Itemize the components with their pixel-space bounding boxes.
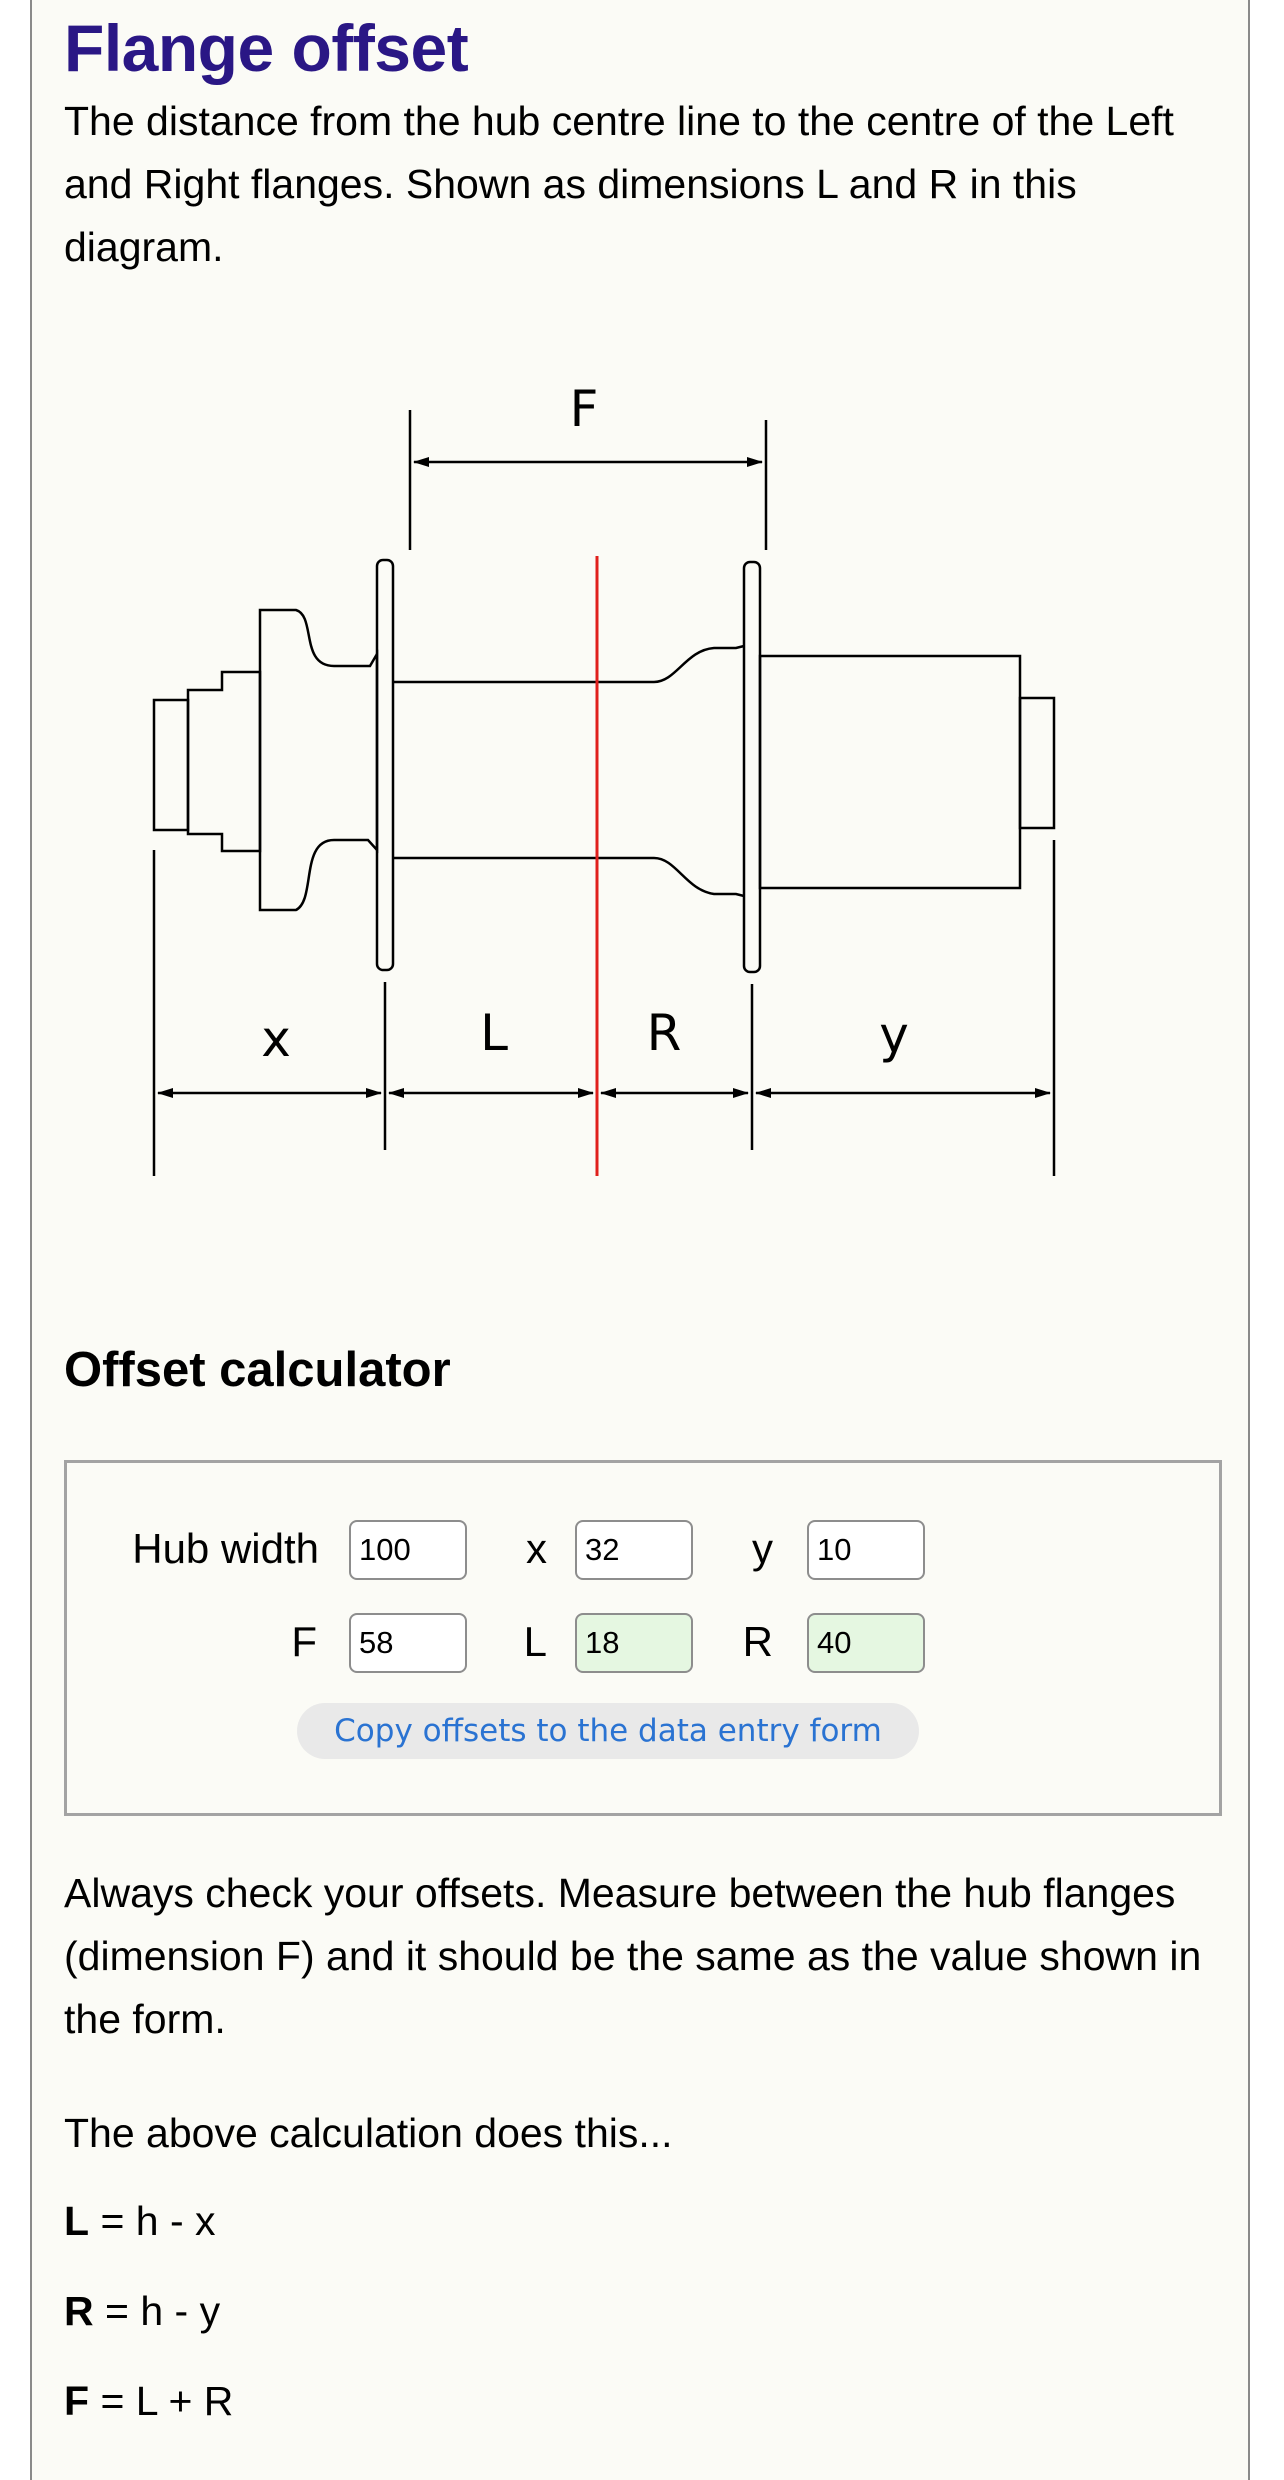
page-title: Flange offset	[64, 11, 469, 85]
formula-r-expression: = h - y	[93, 2288, 221, 2334]
lower-extension-lines	[154, 840, 1054, 1176]
left-shoulder	[260, 610, 377, 910]
f-label: F	[291, 1618, 317, 1665]
label-f: F	[569, 380, 599, 438]
right-flange	[744, 562, 760, 972]
left-flange	[377, 560, 393, 970]
formula-r-variable: R	[64, 2288, 94, 2334]
hub-width-label: Hub width	[132, 1525, 319, 1572]
left-locknut	[188, 672, 260, 851]
l-label: L	[523, 1618, 547, 1665]
centre-tube-bottom	[393, 858, 744, 896]
copy-offsets-button[interactable]: Copy offsets to the data entry form	[297, 1703, 919, 1759]
calculator-title: Offset calculator	[64, 1343, 451, 1397]
formula-l-expression: = h - x	[89, 2198, 216, 2244]
r-label: R	[742, 1618, 773, 1665]
x-input[interactable]	[575, 1520, 693, 1580]
page-panel	[30, 0, 1250, 2480]
label-x: x	[261, 1010, 291, 1068]
right-end-cap	[1020, 698, 1054, 828]
formula-f	[64, 2378, 233, 2425]
formula-f-variable: F	[64, 2378, 90, 2424]
label-r: R	[646, 1004, 682, 1062]
formula-l	[64, 2198, 216, 2245]
label-l: L	[480, 1004, 508, 1062]
hub-diagram	[64, 370, 1104, 1200]
r-result-field[interactable]	[807, 1613, 925, 1673]
formula-r	[64, 2288, 220, 2335]
y-input[interactable]	[807, 1520, 925, 1580]
centre-tube	[393, 646, 744, 682]
label-y: y	[879, 1006, 909, 1064]
check-offsets-paragraph: Always check your offsets. Measure between the hub flanges (dimension F) and it should be the same as the value shown in the form.	[64, 1870, 1202, 2042]
l-result-field[interactable]	[575, 1613, 693, 1673]
f-input[interactable]	[349, 1613, 467, 1673]
formula-l-variable: L	[64, 2198, 90, 2244]
offset-calculator	[64, 1460, 1222, 1816]
x-label: x	[526, 1525, 547, 1572]
left-end-cap	[154, 700, 188, 830]
right-body	[760, 656, 1020, 888]
intro-paragraph: The distance from the hub centre line to the centre of the Left and Right flanges. Shown as dimensions L and R in this diagram.	[64, 98, 1174, 270]
y-label: y	[752, 1525, 773, 1572]
formula-f-expression: = L + R	[89, 2378, 234, 2424]
calculation-intro: The above calculation does this...	[64, 2110, 673, 2156]
hub-body	[154, 560, 1054, 972]
hub-width-input[interactable]	[349, 1520, 467, 1580]
